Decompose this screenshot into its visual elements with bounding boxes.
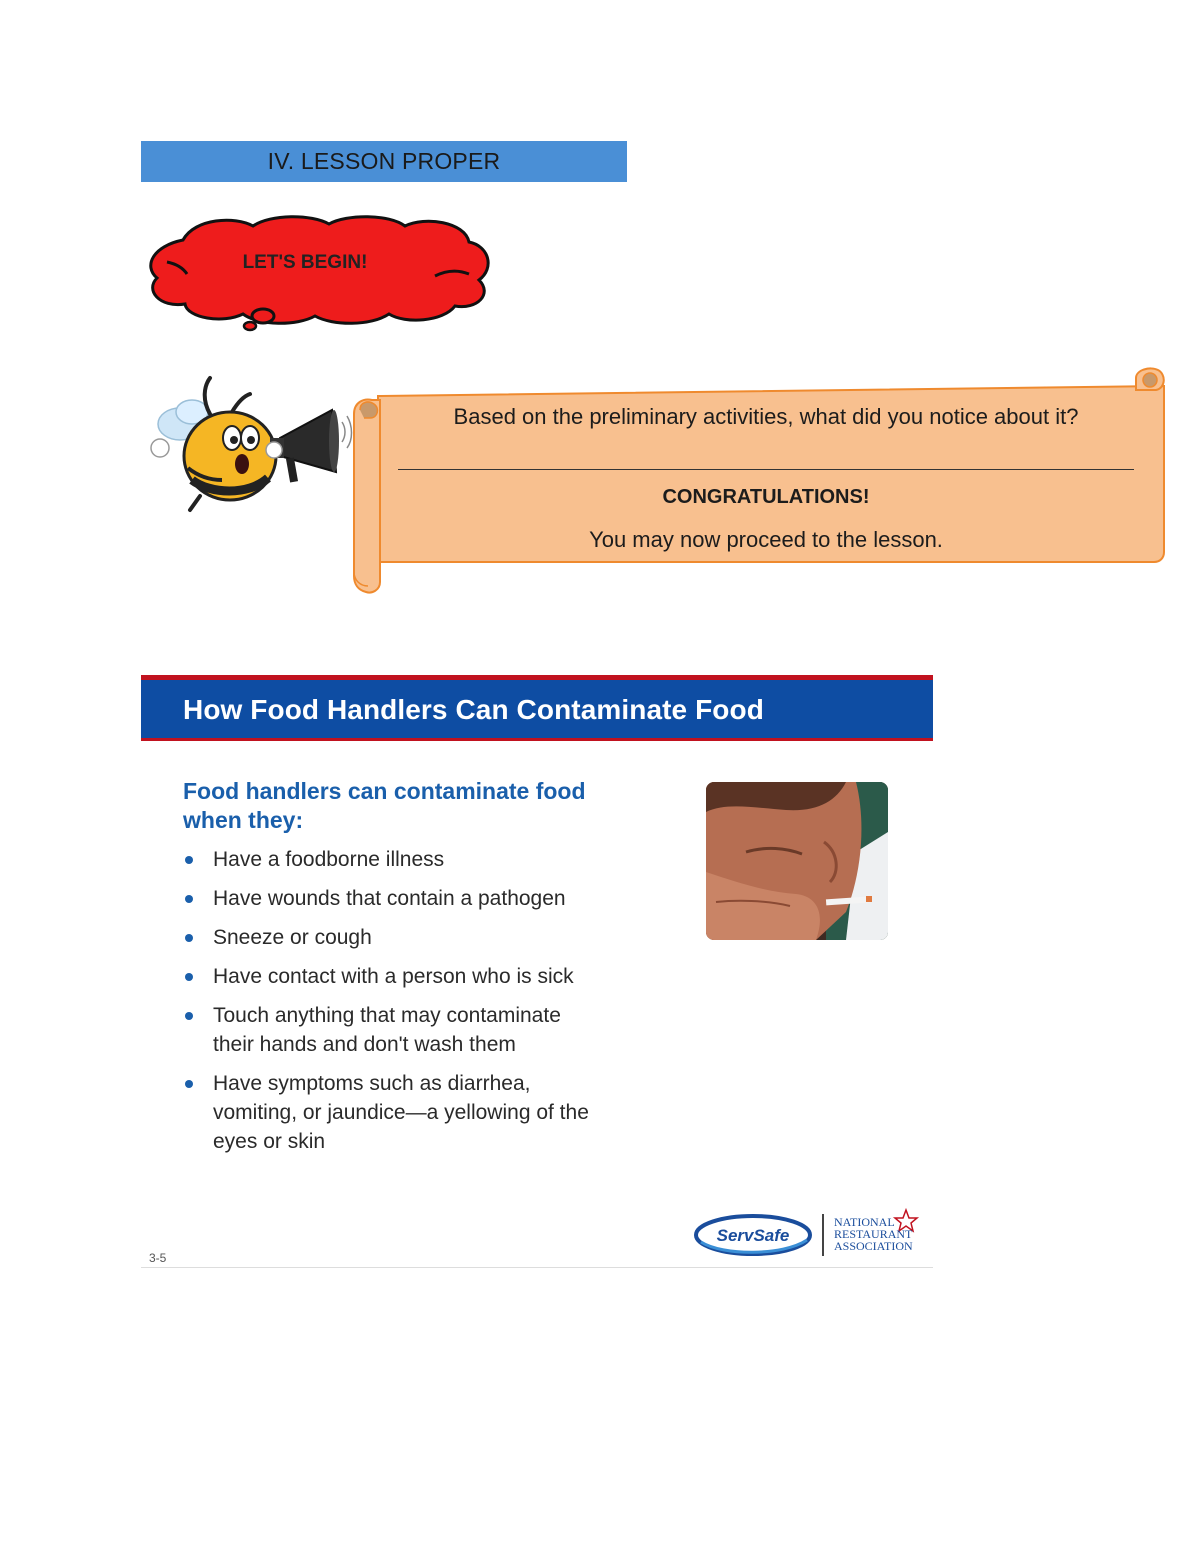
- slide-title: How Food Handlers Can Contaminate Food: [183, 694, 764, 725]
- list-item: Touch anything that may contaminate their hands and don't wash them: [183, 1001, 603, 1059]
- answer-line: [398, 469, 1134, 470]
- servsafe-logo-text: ServSafe: [716, 1226, 790, 1245]
- section-heading: [141, 141, 627, 182]
- lets-begin-cloud: [143, 212, 493, 337]
- nra-logo: [832, 1208, 924, 1258]
- slide-footer-rule: [141, 1267, 933, 1268]
- congrats-text: CONGRATULATIONS!: [662, 486, 870, 508]
- list-item: Have a foodborne illness: [183, 845, 603, 874]
- nra-line-3: ASSOCIATION: [834, 1239, 913, 1253]
- scroll-question: Based on the preliminary activities, what did you notice about it?: [453, 404, 1079, 429]
- cloud-text: LET'S BEGIN!: [242, 252, 368, 273]
- slide-subtitle: Food handlers can contaminate food when they:: [183, 778, 586, 833]
- smoking-man-photo: [706, 782, 888, 940]
- list-item: Have contact with a person who is sick: [183, 962, 603, 991]
- bullet-icon: [185, 1012, 193, 1020]
- section-title: IV. LESSON PROPER: [267, 148, 501, 174]
- bullet-icon: [185, 1080, 193, 1088]
- list-item: Sneeze or cough: [183, 923, 603, 952]
- logo-divider: [822, 1214, 824, 1256]
- proceed-text: You may now proceed to the lesson.: [589, 527, 943, 552]
- bullet-list: [183, 845, 603, 1166]
- bee-mascot-icon: [140, 372, 355, 517]
- page-number: 3-5: [149, 1251, 167, 1265]
- bullet-icon: [185, 856, 193, 864]
- bullet-icon: [185, 973, 193, 981]
- list-item: Have wounds that contain a pathogen: [183, 884, 603, 913]
- bullet-icon: [185, 895, 193, 903]
- list-item: Have symptoms such as diarrhea, vomiting, or jaundice—a yellowing of the eyes or skin: [183, 1069, 603, 1156]
- nra-line-1: NATIONAL: [834, 1215, 895, 1229]
- scroll-banner: [350, 366, 1170, 594]
- bullet-icon: [185, 934, 193, 942]
- nra-line-2: RESTAURANT: [834, 1227, 913, 1241]
- servsafe-logo: [693, 1212, 813, 1258]
